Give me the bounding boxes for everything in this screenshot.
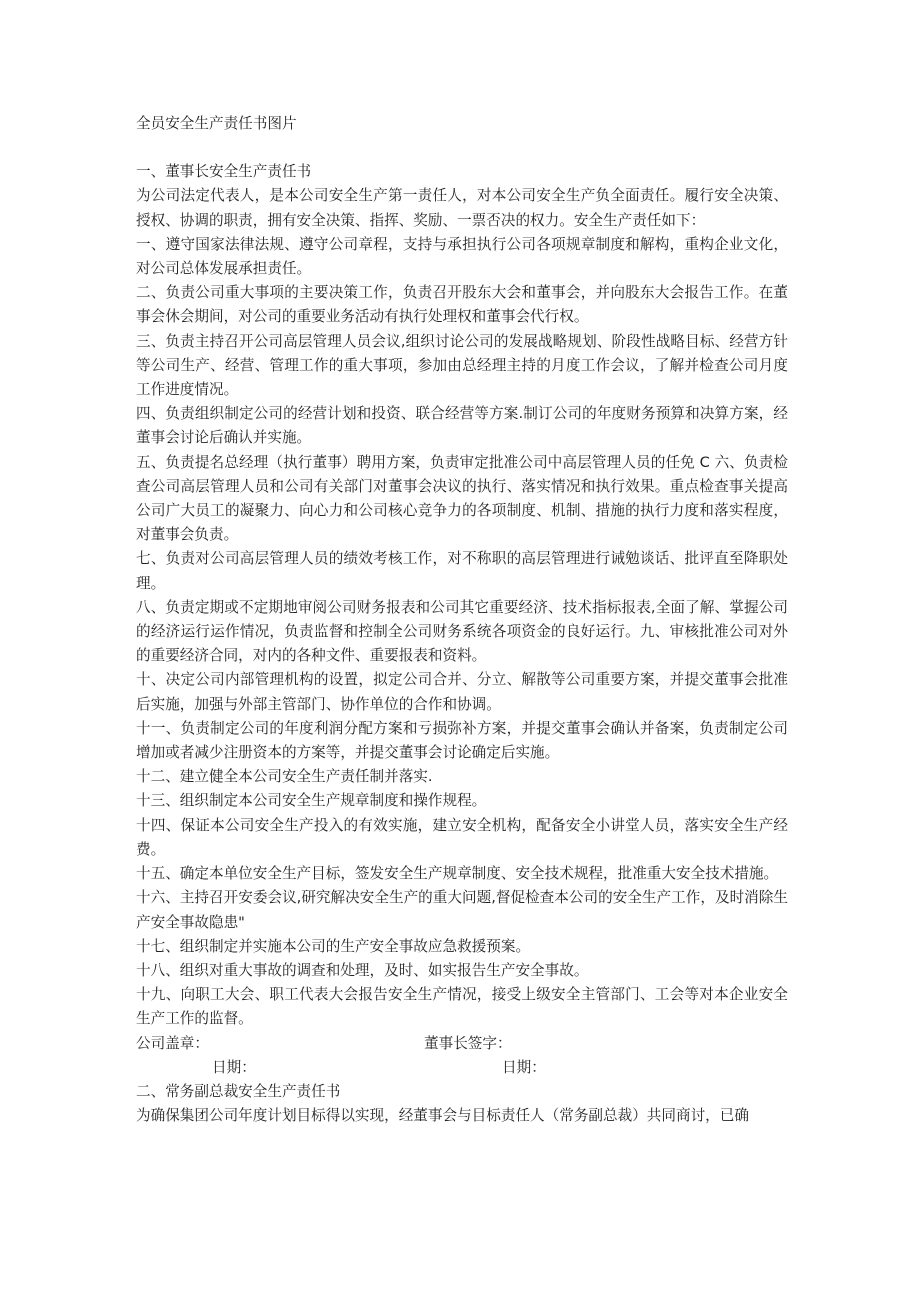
responsibility-item: 八、负责定期或不定期地审阅公司财务报表和公司其它重要经济、技术指标报表,全面了解、掌握公司的经济运行运作情况，负责监督和控制全公司财务系统各项资金的良好运行。九、审核批准公司对外的重要经济合同，对内的各种文件、重要报表和资料。 [136,598,788,665]
responsibility-item: 四、负责组织制定公司的经营计划和投资、联合经营等方案.制订公司的年度财务预算和决算方案，经董事会讨论后确认并实施。 [136,405,788,447]
responsibility-item: 十八、组织对重大事故的调查和处理，及时、如实报告生产安全事故。 [136,961,589,979]
section-heading-vice-president: 二、常务副总裁安全生产责任书 [136,1082,341,1100]
signature-row [136,1032,788,1056]
responsibility-item: 二、负责公司重大事项的主要决策工作，负责召开股东大会和董事会，并向股东大会报告工作。在董事会休会期间，对公司的重要业务活动有执行处理权和董事会代行权。 [136,284,788,326]
document-title: 全员安全生产责任书图片 [136,115,297,132]
responsibility-item: 十九、向职工大会、职工代表大会报告安全生产情况，接受上级安全主管部门、工会等对本企业安全生产工作的监督。 [136,986,788,1028]
chairman-signature-label: 董事长签字： [424,1034,512,1052]
section-heading-chairman: 一、董事长安全生产责任书 [136,163,312,181]
responsibility-item: 十二、建立健全本公司安全生产责任制并落实. [136,768,433,786]
responsibility-item: 十五、确定本单位安全生产目标，签发安全生产规章制度、安全技术规程，批准重大安全技术措施。 [136,865,779,883]
responsibility-item: 五、负责提名总经理（执行董事）聘用方案，负责审定批准公司中高层管理人员的任免 C 六、负责检查公司高层管理人员和公司有关部门对董事会决议的执行、落实情况和执行效果。重点检查事关提高公司广大员工的凝聚力、向心力和公司核心竞争力的各项制度、机制、措施的执行力度和落实程度，对董事会负责。 [136,453,788,544]
responsibility-item: 一、遵守国家法律法规、遵守公司章程，支持与承担执行公司各项规章制度和解构，重构企业文化，对公司总体发展承担责任。 [136,235,788,278]
responsibility-list [136,233,788,1032]
responsibility-item: 十、决定公司内部管理机构的设置，拟定公司合并、分立、解散等公司重要方案，并提交董事会批准后实施，加强与外部主管部门、协作单位的合作和协调。 [136,671,788,713]
section-intro-chairman: 为公司法定代表人，是本公司安全生产第一责任人，对本公司安全生产负全面责任。履行安全决策、授权、协调的职责，拥有安全决策、指挥、奖励、一票否决的权力。安全生产责任如下： [136,187,788,229]
responsibility-item: 十三、组织制定本公司安全生产规章制度和操作规程。 [136,792,487,810]
company-seal-label: 公司盖章： [136,1034,209,1052]
date-label-right: 日期： [502,1058,546,1076]
responsibility-item: 七、负责对公司高层管理人员的绩效考核工作，对不称职的高层管理进行诫勉谈话、批评直至降职处理。 [136,550,788,592]
date-label-left: 日期： [212,1058,256,1076]
responsibility-item: 十四、保证本公司安全生产投入的有效实施，建立安全机构，配备安全小讲堂人员，落实安全生产经费。 [136,816,788,858]
responsibility-item: 三、负责主持召开公司高层管理人员会议,组织讨论公司的发展战略规划、阶段性战略目标、经营方针等公司生产、经营、管理工作的重大事项，参加由总经理主持的月度工作会议，了解并检查公司月度工作进度情况。 [136,332,788,399]
spacer [136,136,788,160]
date-row [136,1056,788,1080]
responsibility-item: 十七、组织制定并实施本公司的生产安全事故应急救援预案。 [136,937,531,955]
responsibility-item: 十一、负责制定公司的年度利润分配方案和亏损弥补方案，并提交董事会确认并备案，负责制定公司增加或者减少注册资本的方案等，并提交董事会讨论确定后实施。 [136,719,788,762]
section-intro-vice-president: 为确保集团公司年度计划目标得以实现，经董事会与目标责任人（常务副总裁）共同商讨，已确 [136,1107,749,1125]
responsibility-item: 十六、主持召开安委会议,研究解决安全生产的重大问题,督促检查本公司的安全生产工作，及时消除生产安全事故隐患" [136,889,788,931]
document-page [136,112,788,1128]
